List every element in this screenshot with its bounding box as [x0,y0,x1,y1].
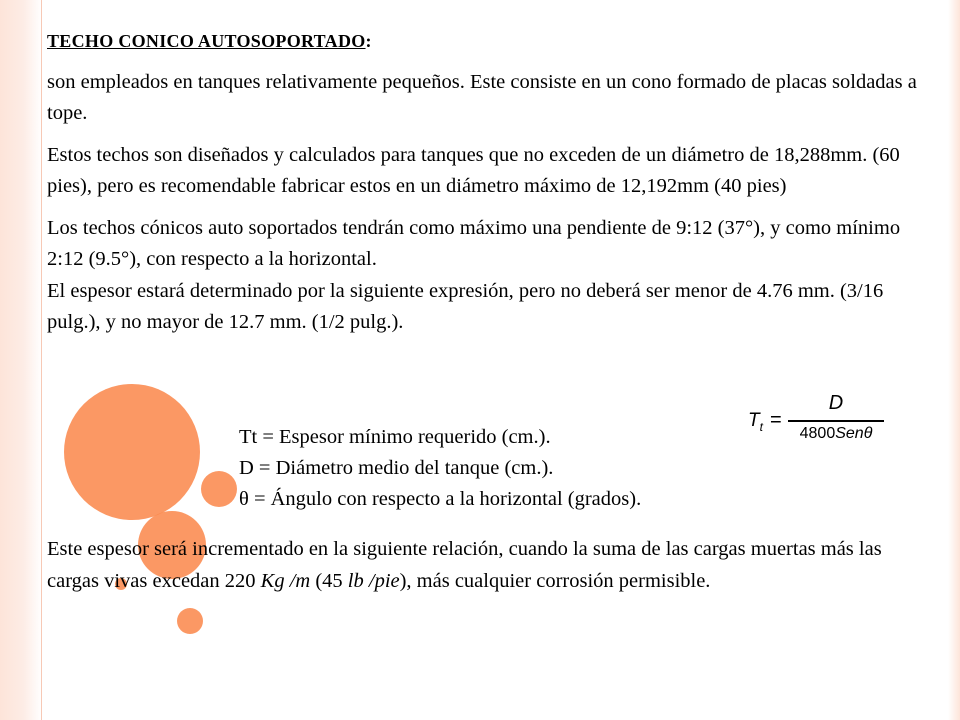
slide-title [47,26,927,58]
slide-title-colon: : [365,31,372,51]
variable-definitions [239,422,641,515]
unit-lb-pie: lb /pie [347,569,400,592]
thickness-formula [748,392,888,456]
paragraph-thickness-expression: El espesor estará determinado por la siguiente expresión, pero no deberá ser menor de 4.76 mm. (3/16 pulg.), y no mayor de 12.7 mm. (1/2 pulg.). [47,279,884,333]
decorative-circle-large [64,384,200,520]
definition-tt: Tt = Espesor mínimo requerido (cm.). [239,426,551,448]
formula-lhs: $T_t$ [748,410,763,434]
paragraph-diameter-limits: Estos techos son diseñados y calculados para tanques que no exceden de un diámetro de 18,288mm. (60 pies), pero es recomendable fabricar estos en un diámetro máximo de 12,192mm (40 pies) [47,143,900,197]
slide-content [47,26,927,349]
left-border-line [41,0,42,720]
slide-title-text: TECHO CONICO AUTOSOPORTADO [47,31,366,51]
formula-denominator: 4800Senθ [799,425,873,442]
unit-kg-m: Kg /m [260,569,311,592]
decorative-circle-small [201,471,237,507]
definition-d: D = Diámetro medio del tanque (cm.). [239,457,554,479]
formula-numerator: D [828,392,844,414]
definition-theta: θ = Ángulo con respecto a la horizontal (grados). [239,488,642,510]
right-border-decoration [948,0,960,720]
left-border-decoration [0,0,42,720]
decorative-circle-small-lower [177,608,203,634]
formula-equals: = [770,409,782,431]
formula-fraction-bar [788,420,884,422]
paragraph-load-increment: Este espesor será incrementado en la siguiente relación, cuando la suma de las cargas muertas más las cargas vivas excedan 220 Kg /m (45 lb /pie), más cualquier corrosión permisible. [47,538,882,592]
paragraph-slope-limits: Los techos cónicos auto soportados tendrán como máximo una pendiente de 9:12 (37°), y como mínimo 2:12 (9.5°), con respecto a la horizontal. [47,216,901,270]
paragraph-intro: son empleados en tanques relativamente pequeños. Este consiste en un cono formado de placas soldadas a tope. [47,70,917,124]
